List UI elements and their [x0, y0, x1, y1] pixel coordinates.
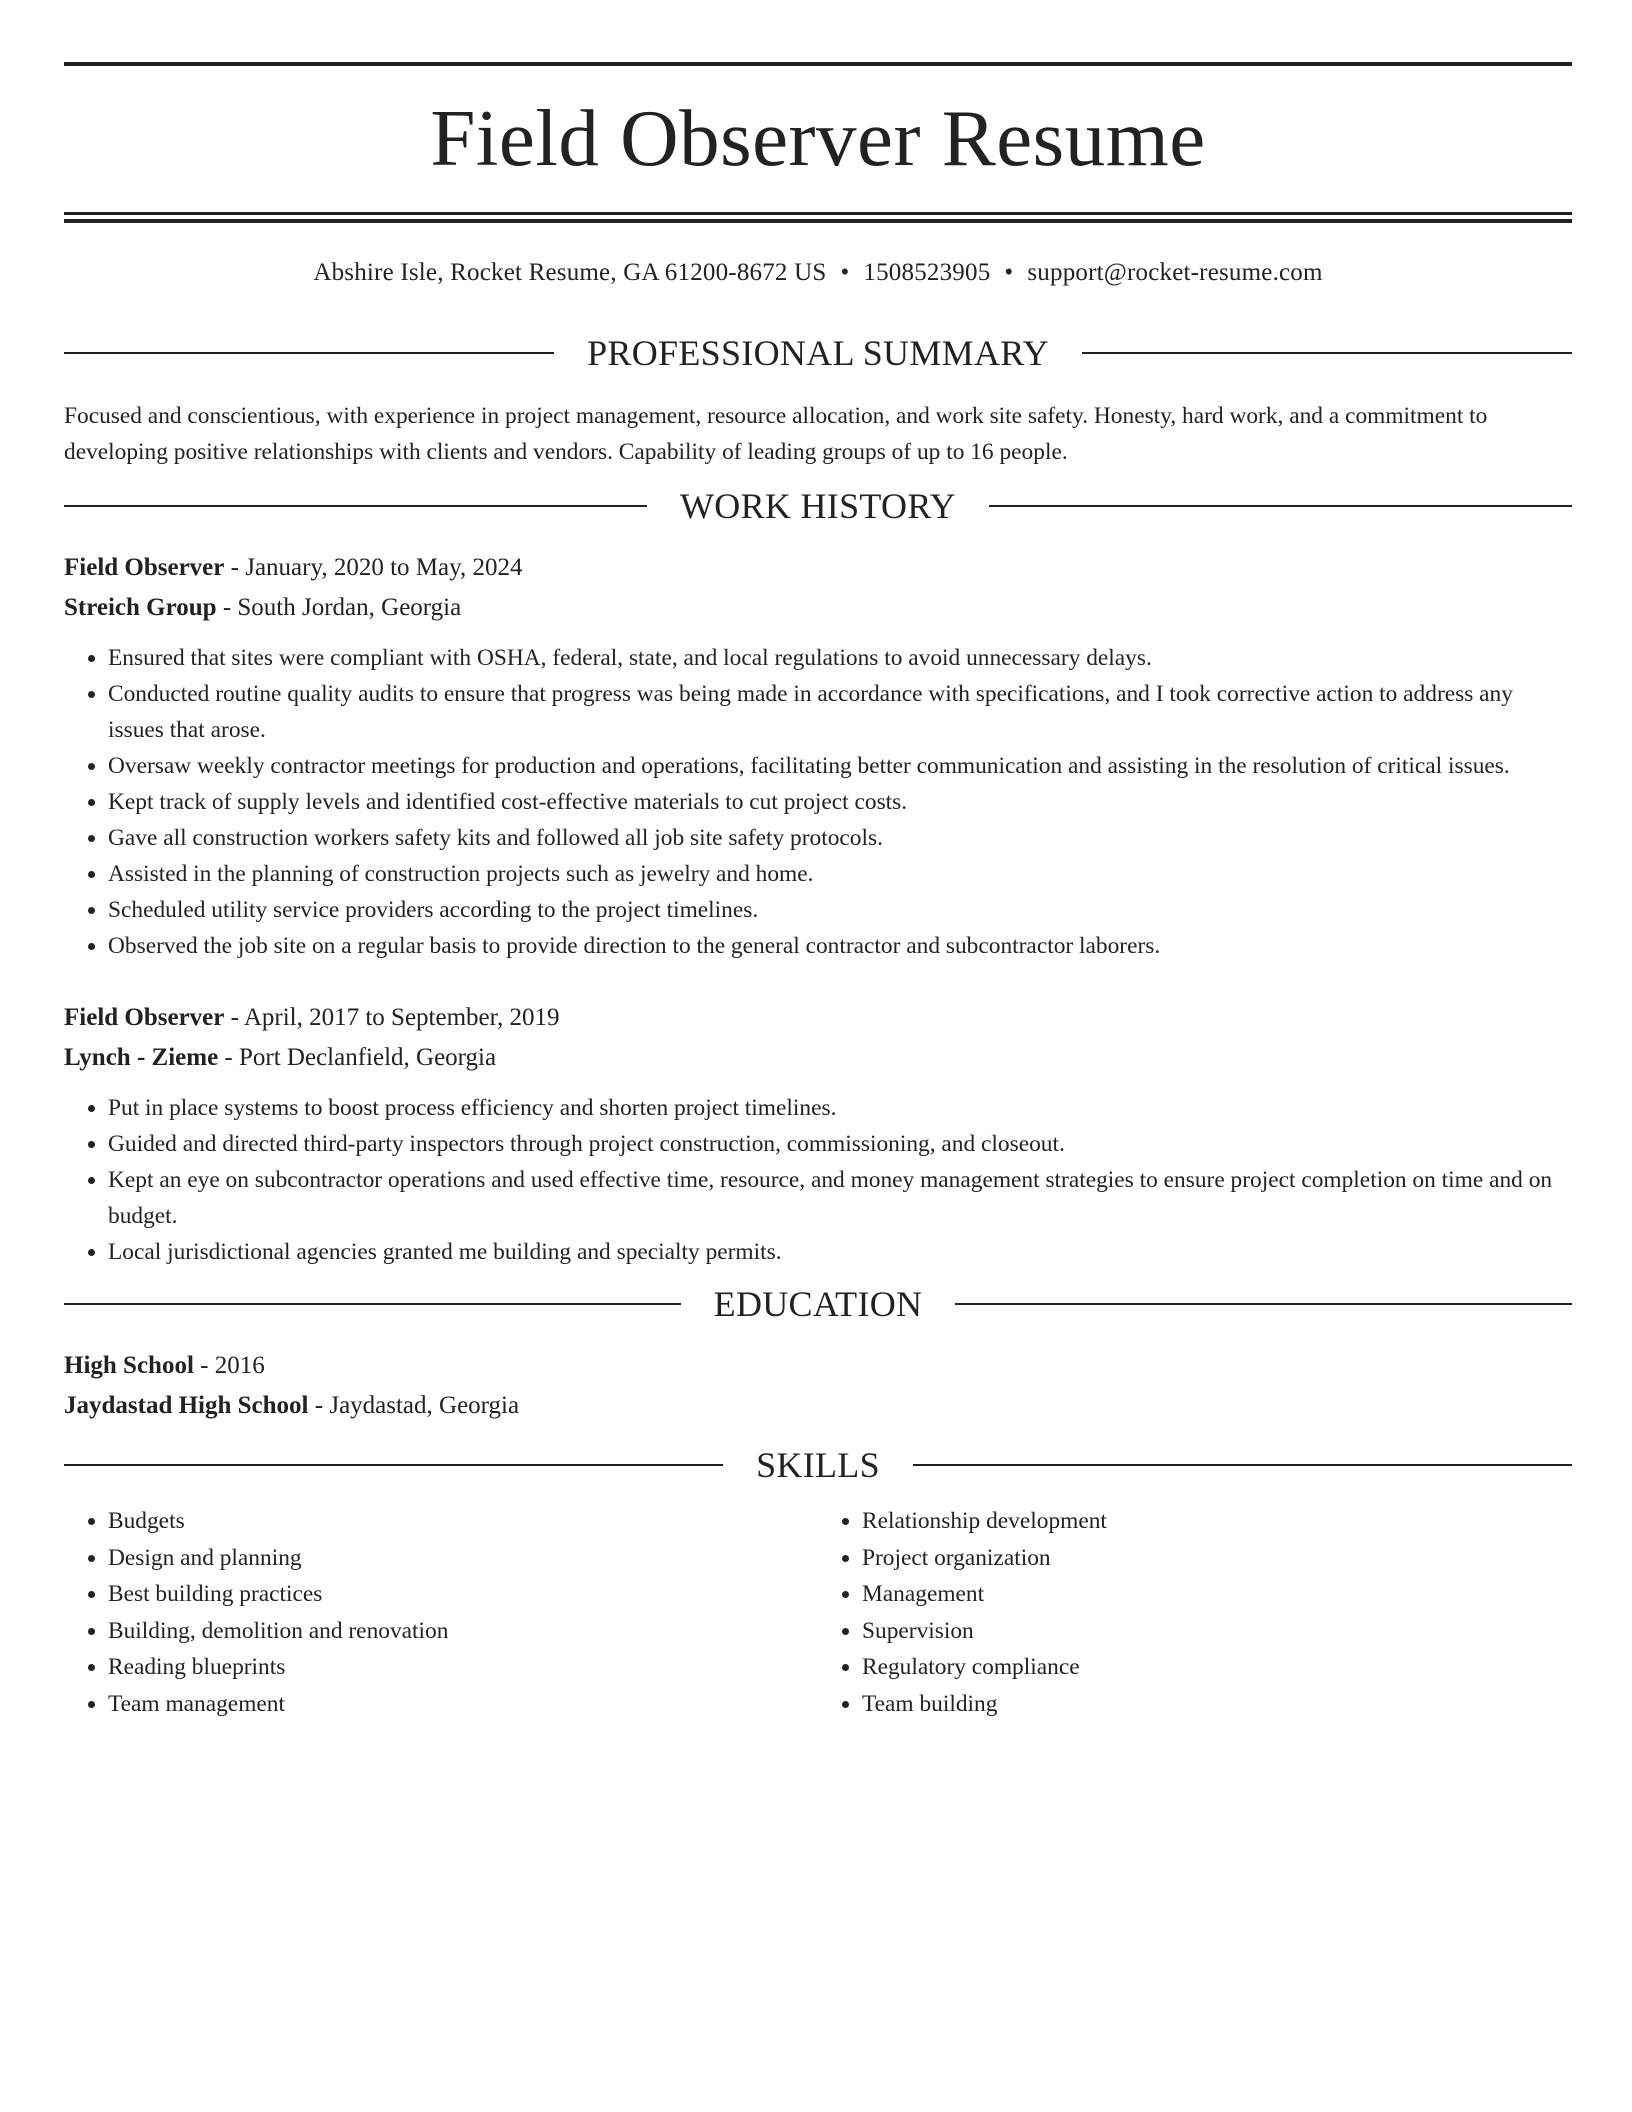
- section-rule-left: [64, 505, 647, 507]
- job-duty-item: • Guided and directed third-party inspectors through project construction, commissioning, and closeout.: [108, 1126, 1572, 1162]
- job-title: Field Observer: [64, 554, 225, 581]
- contact-line: [64, 258, 1572, 288]
- job-title-line: [64, 998, 1572, 1038]
- page-title: Field Observer Resume: [430, 93, 1206, 183]
- skills-list-left: [64, 1503, 818, 1722]
- skill-item: • Best building practices: [108, 1576, 818, 1613]
- section-rule-left: [64, 352, 554, 354]
- education-year: - 2016: [193, 1352, 265, 1379]
- title-double-rule: [64, 212, 1572, 223]
- education-degree: High School: [64, 1352, 194, 1379]
- section-rule-right: [913, 1464, 1572, 1466]
- job-duty-item: • Put in place systems to boost process efficiency and shorten project timelines.: [108, 1090, 1572, 1126]
- job-duty-item: • Gave all construction workers safety kits and followed all job site safety protocols.: [108, 820, 1572, 856]
- skill-item: • Relationship development: [862, 1503, 1572, 1540]
- education-entry: [64, 1346, 1572, 1426]
- section-rule-right: [1082, 352, 1572, 354]
- summary-text: Focused and conscientious, with experience in project management, resource allocation, and work site safety. Honesty, hard work, and a commitment to developing positive relationships with clients and vendors. Capability of leading groups of up to 16 people.: [64, 403, 1488, 465]
- section-rule-left: [64, 1303, 681, 1305]
- skill-item: • Team building: [862, 1686, 1572, 1723]
- job-duty-item: • Conducted routine quality audits to ensure that progress was being made in accordance with specifications, and I took corrective action to address any issues that arose.: [108, 676, 1572, 748]
- skill-item: • Building, demolition and renovation: [108, 1613, 818, 1650]
- job-dates: - January, 2020 to May, 2024: [224, 554, 523, 581]
- section-header-skills: [64, 1447, 1572, 1483]
- section-rule-right: [955, 1303, 1572, 1305]
- job-duty-item: • Assisted in the planning of construction projects such as jewelry and home.: [108, 856, 1572, 892]
- section-title-education: EDUCATION: [713, 1284, 923, 1324]
- job-duties-list: [64, 640, 1572, 964]
- skills-columns: [64, 1503, 1572, 1722]
- job-duty-item: • Oversaw weekly contractor meetings for production and operations, facilitating better communication and assisting in the resolution of critical issues.: [108, 748, 1572, 784]
- top-rule: [64, 62, 1572, 66]
- skill-item: • Management: [862, 1576, 1572, 1613]
- section-header-work: [64, 488, 1572, 524]
- skill-item: • Supervision: [862, 1613, 1572, 1650]
- contact-phone: 1508523905: [863, 259, 991, 286]
- section-title-skills: SKILLS: [756, 1445, 880, 1485]
- job-company: Lynch - Zieme: [64, 1044, 219, 1071]
- education-school-line: [64, 1386, 1572, 1426]
- job-title-line: [64, 548, 1572, 588]
- job-entry: [64, 548, 1572, 964]
- job-title: Field Observer: [64, 1004, 225, 1031]
- work-history-list: [64, 548, 1572, 1270]
- section-title-summary: PROFESSIONAL SUMMARY: [587, 333, 1049, 373]
- skill-item: • Regulatory compliance: [862, 1649, 1572, 1686]
- job-entry: [64, 998, 1572, 1270]
- job-dates: - April, 2017 to September, 2019: [224, 1004, 560, 1031]
- job-duty-item: • Kept track of supply levels and identified cost-effective materials to cut project costs.: [108, 784, 1572, 820]
- job-company: Streich Group: [64, 594, 217, 621]
- section-header-education: [64, 1286, 1572, 1322]
- skill-item: • Project organization: [862, 1540, 1572, 1577]
- skill-item: • Budgets: [108, 1503, 818, 1540]
- skill-item: • Reading blueprints: [108, 1649, 818, 1686]
- job-duty-item: • Ensured that sites were compliant with OSHA, federal, state, and local regulations to avoid unnecessary delays.: [108, 640, 1572, 676]
- skills-list-right: [818, 1503, 1572, 1722]
- job-company-line: [64, 1038, 1572, 1078]
- section-title-work: WORK HISTORY: [680, 486, 956, 526]
- education-degree-line: [64, 1346, 1572, 1386]
- job-duty-item: • Scheduled utility service providers according to the project timelines.: [108, 892, 1572, 928]
- contact-email: support@rocket-resume.com: [1027, 259, 1323, 286]
- contact-separator: •: [840, 259, 850, 286]
- job-location: - Port Declanfield, Georgia: [218, 1044, 497, 1071]
- education-school: Jaydastad High School: [64, 1392, 309, 1419]
- skill-item: • Team management: [108, 1686, 818, 1723]
- job-location: - South Jordan, Georgia: [216, 594, 462, 621]
- section-rule-left: [64, 1464, 723, 1466]
- job-duties-list: [64, 1090, 1572, 1270]
- resume-page: [64, 62, 1572, 1722]
- job-duty-item: • Kept an eye on subcontractor operations and used effective time, resource, and money management strategies to ensure project completion on time and on budget.: [108, 1162, 1572, 1234]
- contact-separator: •: [1004, 259, 1014, 286]
- job-duty-item: • Observed the job site on a regular basis to provide direction to the general contractor and subcontractor laborers.: [108, 928, 1572, 964]
- job-company-line: [64, 588, 1572, 628]
- job-duty-item: • Local jurisdictional agencies granted me building and specialty permits.: [108, 1234, 1572, 1270]
- skill-item: • Design and planning: [108, 1540, 818, 1577]
- section-rule-right: [989, 505, 1572, 507]
- education-location: - Jaydastad, Georgia: [308, 1392, 520, 1419]
- section-header-summary: [64, 335, 1572, 371]
- contact-address: Abshire Isle, Rocket Resume, GA 61200-8672 US: [313, 259, 827, 286]
